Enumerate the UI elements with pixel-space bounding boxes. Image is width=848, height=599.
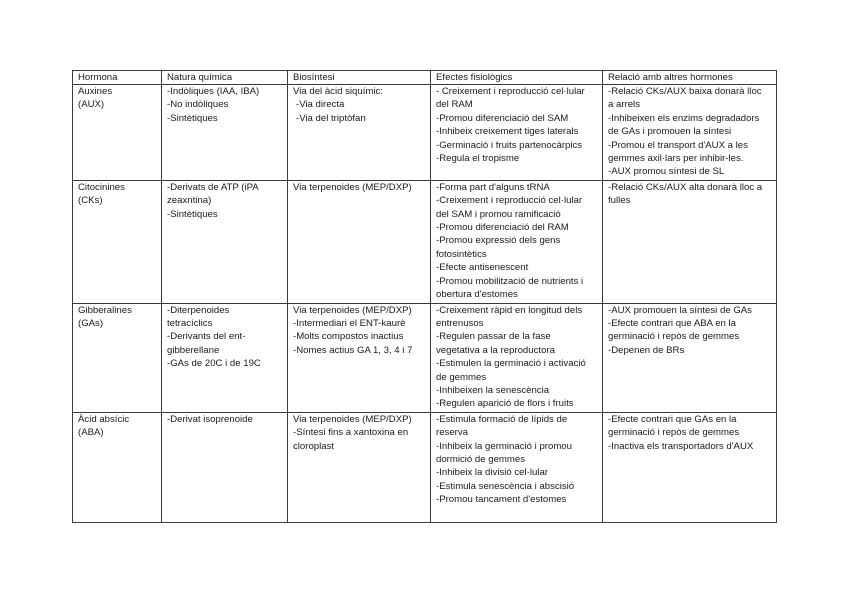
cell-natura — [162, 412, 288, 522]
cell-line: germinació i repòs de gemmes — [608, 331, 740, 343]
cell-line: -Inhibeixen la senescència — [436, 384, 550, 396]
cell-line: -Estimula formació de lípids de — [436, 413, 568, 425]
cell-line: -Regula el tropisme — [436, 153, 520, 165]
cell-efectes — [431, 85, 603, 181]
cell-line: -Promou el transport d'AUX a les — [608, 139, 748, 151]
cell-line: -Indòliques (IAA, IBA) — [167, 86, 260, 97]
cell-line: Citocinines — [78, 181, 125, 193]
cell-line: -Sintètiques — [167, 112, 218, 124]
cell-efectes — [431, 180, 603, 303]
cell-line: -Inhibeixen els enzims degradadors — [608, 112, 760, 124]
cell-line: Via terpenoides (MEP/DXP) — [293, 181, 412, 193]
cell-line: -Síntesi fins a xantoxina en — [293, 427, 409, 439]
cell-line: del SAM i promou ramificació — [436, 208, 561, 220]
cell-natura — [162, 180, 288, 303]
cell-biosintesi — [288, 180, 431, 303]
cell-biosintesi — [288, 412, 431, 522]
cell-line: -Sintètiques — [167, 208, 218, 220]
cell-line: -AUX promouen la síntesi de GAs — [608, 304, 752, 316]
cell-relacio — [603, 180, 777, 303]
cell-efectes — [431, 412, 603, 522]
cell-line: -Estimula senescència i abscisió — [436, 480, 575, 492]
cell-line: -Promou diferenciació del RAM — [436, 222, 569, 234]
cell-line: -Via del triptòfan — [296, 112, 366, 124]
cell-line: (ABA) — [78, 427, 104, 439]
cell-line: germinació i repòs de gemmes — [608, 427, 740, 439]
cell-line: -Relació CKs/AUX baixa donarà lloc — [608, 86, 762, 97]
cell-line: -Regulen aparició de flors i fruits — [436, 398, 574, 410]
cell-line: -Relació CKs/AUX alta donarà lloc a — [608, 181, 763, 193]
cell-line: gemmes axil·lars per inhibir-les. — [608, 153, 744, 165]
cell-line: -Forma part d'alguns tRNA — [436, 181, 550, 193]
cell-line: fulles — [608, 195, 631, 207]
cell-hormona — [73, 85, 162, 181]
cell-line: -Inactiva els transportadors d'AUX — [608, 440, 754, 452]
cell-line: -Promou diferenciació del SAM — [436, 112, 569, 124]
cell-line: cloroplast — [293, 440, 335, 452]
cell-efectes — [431, 303, 603, 412]
cell-relacio — [603, 85, 777, 181]
cell-relacio — [603, 412, 777, 522]
cell-line: -Estimulen la germinació i activació — [436, 358, 586, 370]
cell-line: -Derivants del ent- — [167, 331, 246, 343]
table-row — [73, 180, 777, 303]
cell-line: -Promou mobilització de nutrients i — [436, 275, 584, 287]
cell-line: -Nomes actius GA 1, 3, 4 i 7 — [293, 344, 413, 356]
cell-line: (AUX) — [78, 99, 105, 111]
cell-line: -Intermediari el ENT-kaurè — [293, 317, 406, 329]
cell-line: -Efecte antisenescent — [436, 262, 529, 274]
cell-line: -Derivats de ATP (iPA — [167, 181, 259, 193]
cell-line: dormició de gemmes — [436, 453, 526, 465]
cell-line: -Germinació i fruits partenocàrpics — [436, 139, 583, 151]
cell-biosintesi — [288, 303, 431, 412]
cell-line: -Via directa — [296, 99, 345, 111]
cell-line: -Diterpenoides — [167, 304, 230, 316]
cell-line: gibberellane — [167, 344, 220, 356]
cell-line: Via terpenoides (MEP/DXP) — [293, 413, 412, 425]
table-header-row — [73, 71, 777, 85]
header-biosintesi: Biosíntesi — [288, 71, 431, 85]
cell-line: obertura d'estomes — [436, 289, 518, 301]
cell-natura — [162, 303, 288, 412]
cell-line: (CKs) — [78, 195, 103, 207]
cell-line: de gemmes — [436, 371, 487, 383]
cell-line: a arrels — [608, 99, 640, 111]
cell-natura — [162, 85, 288, 181]
cell-line: zeaxntina) — [167, 195, 212, 207]
cell-line: -Inhibeix la germinació i promou — [436, 440, 572, 452]
cell-line: Gibberalines — [78, 304, 132, 316]
cell-line: -Inhibeix la divisió cel·lular — [436, 467, 548, 479]
cell-line: Àcid absícic — [78, 413, 130, 425]
cell-line: -Regulen passar de la fase — [436, 331, 551, 343]
cell-line: vegetativa a la reproductora — [436, 344, 555, 356]
cell-line: -AUX promou síntesi de SL — [608, 166, 725, 178]
cell-biosintesi — [288, 85, 431, 181]
cell-line: entrenusos — [436, 317, 484, 329]
table-row — [73, 303, 777, 412]
cell-line: -Creixement ràpid en longitud dels — [436, 304, 583, 316]
cell-line: -Inhibeix creixement tiges laterals — [436, 126, 579, 138]
cell-hormona — [73, 180, 162, 303]
cell-line: -GAs de 20C i de 19C — [167, 358, 261, 370]
cell-line: -Derivat isoprenoide — [167, 413, 253, 425]
cell-line: -Promou expressió dels gens — [436, 235, 561, 247]
cell-line: Auxines — [78, 86, 113, 97]
hormones-table — [72, 70, 777, 523]
cell-line: Via terpenoides (MEP/DXP) — [293, 304, 412, 316]
cell-line: -Molts compostos inactius — [293, 331, 404, 343]
cell-line: tetracíclics — [167, 317, 213, 329]
cell-line: Via del àcid siquímic: — [293, 86, 383, 97]
header-hormona: Hormona — [73, 71, 162, 85]
header-efectes-fisiologics: Efectes fisiològics — [431, 71, 603, 85]
table-row — [73, 412, 777, 522]
cell-line: de GAs i promouen la síntesi — [608, 126, 732, 138]
cell-line: reserva — [436, 427, 468, 439]
cell-line: -No indòliques — [167, 99, 229, 111]
table-row — [73, 85, 777, 181]
cell-line: del RAM — [436, 99, 473, 111]
cell-line: -Promou tancament d'estomes — [436, 494, 567, 506]
cell-line: -Efecte contrari que GAs en la — [608, 413, 737, 425]
cell-hormona — [73, 412, 162, 522]
cell-relacio — [603, 303, 777, 412]
cell-line: -Depenen de BRs — [608, 344, 685, 356]
header-relacio-hormones: Relació amb altres hormones — [603, 71, 777, 85]
cell-line: fotosintètics — [436, 248, 487, 260]
cell-hormona — [73, 303, 162, 412]
header-natura-quimica: Natura química — [162, 71, 288, 85]
cell-line: (GAs) — [78, 317, 104, 329]
cell-line: -Efecte contrari que ABA en la — [608, 317, 736, 329]
cell-line: - Creixement i reproducció cel·lular — [436, 86, 585, 97]
cell-line: -Creixement i reproducció cel·lular — [436, 195, 583, 207]
